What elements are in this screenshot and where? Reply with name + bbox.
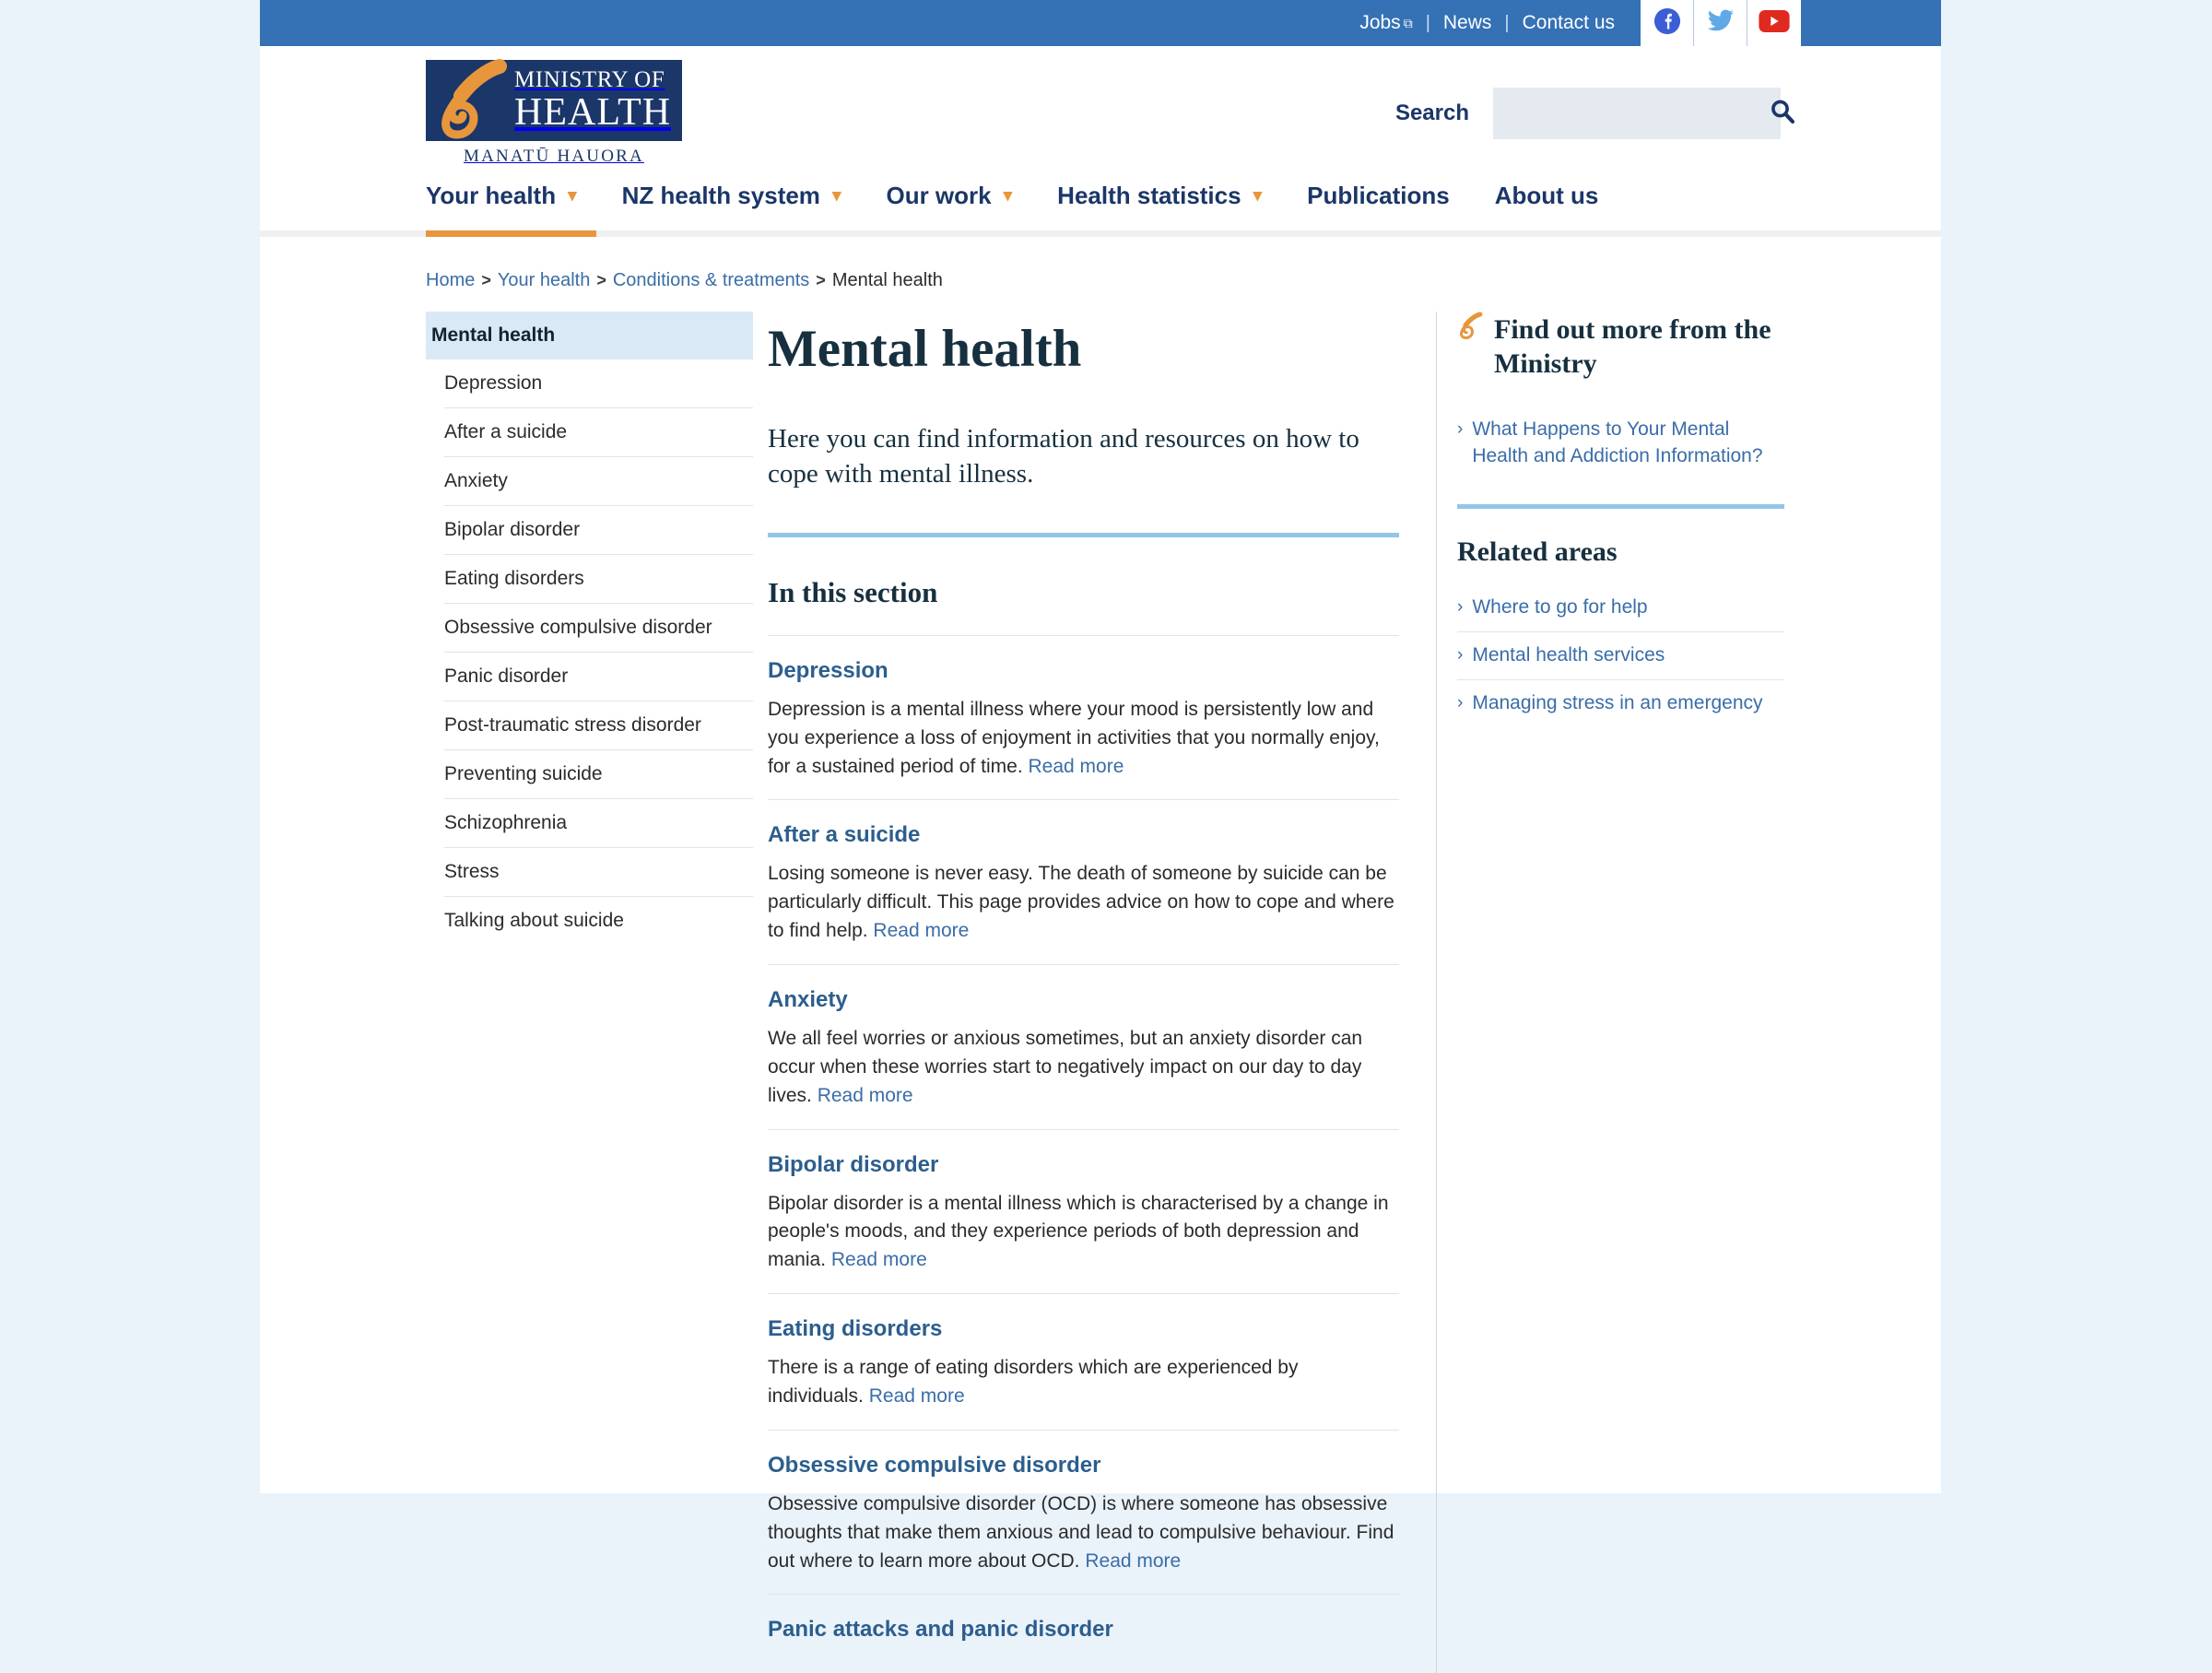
sidebar-item-schizophrenia[interactable]: Schizophrenia <box>444 799 753 848</box>
section-item-title[interactable]: Panic attacks and panic disorder <box>768 1617 1113 1643</box>
facebook-link[interactable] <box>1641 0 1694 46</box>
supporting-sidebar <box>1457 312 1784 727</box>
nav-label[interactable]: About us <box>1494 182 1599 209</box>
section-item-text: Obsessive compulsive disorder (OCD) is where someone has obsessive thoughts that make them anxious and lead to compulsive behaviour. Find out where to learn more about OCD. <box>768 1492 1394 1572</box>
breadcrumb-item-current: Mental health <box>831 270 943 290</box>
sidebar-item-obsessive-compulsive-disorder[interactable]: Obsessive compulsive disorder <box>444 604 753 653</box>
section-item-panic-attacks-and-panic-disorder <box>768 1594 1399 1673</box>
breadcrumb <box>426 270 1941 291</box>
read-more-link[interactable]: Read more <box>817 1084 913 1106</box>
section-item-body <box>768 860 1399 946</box>
in-this-section-heading: In this section <box>768 575 938 608</box>
logo-box <box>426 60 682 141</box>
sidebar-item-talking-about-suicide[interactable]: Talking about suicide <box>444 910 624 931</box>
related-link-mental-health-services[interactable]: Mental health services <box>1472 644 1665 666</box>
facebook-icon <box>1653 7 1681 40</box>
section-item-body <box>768 1190 1399 1276</box>
section-item-text: We all feel worries or anxious sometimes, but an anxiety disorder can occur when these worries start to negatively impact on our day to day lives. <box>768 1027 1363 1106</box>
chevron-down-icon: ▾ <box>1253 186 1263 206</box>
utility-link-news[interactable]: News <box>1442 12 1492 33</box>
main-nav-list <box>426 180 1941 230</box>
utility-bar-tail <box>1801 0 1941 46</box>
utility-links <box>1347 0 1641 46</box>
related-link-managing-stress-in-an-emergency[interactable]: Managing stress in an emergency <box>1472 692 1763 714</box>
utility-bar <box>260 0 1941 46</box>
page-intro: Here you can find information and resources on how to cope with mental illness. <box>768 423 1359 489</box>
read-more-link[interactable]: Read more <box>868 1384 965 1407</box>
section-item-obsessive-compulsive-disorder <box>768 1430 1399 1595</box>
section-item-title[interactable]: Bipolar disorder <box>768 1151 939 1177</box>
divider-rule <box>768 533 1399 537</box>
read-more-link[interactable]: Read more <box>1028 755 1124 777</box>
search-box <box>1493 88 1781 139</box>
section-item-after-a-suicide <box>768 799 1399 964</box>
utility-separator: | <box>1425 12 1430 33</box>
sidebar-item-post-traumatic-stress-disorder[interactable]: Post-traumatic stress disorder <box>444 701 753 750</box>
sidebar-item-panic-disorder[interactable]: Panic disorder <box>444 653 753 701</box>
sidebar-item-depression[interactable]: Depression <box>444 359 753 408</box>
search-input[interactable] <box>1493 88 1769 139</box>
read-more-link[interactable]: Read more <box>830 1249 927 1271</box>
divider-rule <box>1457 504 1784 509</box>
koru-icon <box>431 63 516 143</box>
find-out-more-heading <box>1457 312 1784 381</box>
section-item-body <box>768 1025 1399 1111</box>
section-nav-list <box>426 359 753 945</box>
utility-link-jobs-label: Jobs <box>1359 12 1401 33</box>
sidebar-item-preventing-suicide[interactable]: Preventing suicide <box>444 750 753 799</box>
utility-link-contact-us[interactable]: Contact us <box>1522 12 1615 33</box>
section-item-title[interactable]: After a suicide <box>768 822 921 848</box>
section-item-text: Bipolar disorder is a mental illness which is characterised by a change in people's moods, and they experience periods of both depression and mania. <box>768 1192 1389 1271</box>
find-out-more-heading-text: Find out more from the Ministry <box>1494 314 1771 379</box>
main-content <box>768 312 1437 1673</box>
site-logo[interactable] <box>426 60 682 167</box>
main-navigation <box>260 180 1941 237</box>
breadcrumb-separator: > <box>481 271 491 289</box>
chevron-down-icon: ▾ <box>568 186 577 206</box>
section-item-text: Depression is a mental illness where your mood is persistently low and you experience a loss of enjoyment in activities that you normally enjoy, for a sustained period of time. <box>768 698 1380 777</box>
chevron-down-icon: ▾ <box>1003 186 1013 206</box>
content-area <box>260 237 1941 1673</box>
search-label: Search <box>1394 100 1469 125</box>
nav-label: Your health <box>426 182 557 209</box>
chevron-right-icon: › <box>1457 645 1464 666</box>
chevron-right-icon: › <box>1457 597 1464 618</box>
related-areas-list <box>1457 584 1784 727</box>
breadcrumb-item-home[interactable]: Home <box>426 270 476 290</box>
logo-line-1: MINISTRY OF <box>514 67 665 92</box>
nav-label[interactable]: Publications <box>1307 182 1450 209</box>
logo-line-2: HEALTH <box>514 91 672 134</box>
section-item-depression <box>768 635 1399 800</box>
read-more-link[interactable]: Read more <box>1085 1549 1182 1572</box>
koru-icon <box>1457 312 1485 348</box>
utility-link-jobs[interactable] <box>1347 12 1425 34</box>
list-item[interactable] <box>1457 632 1784 680</box>
logo-maori-text: MANATŪ HAUORA <box>464 146 644 166</box>
breadcrumb-item-your-health[interactable]: Your health <box>497 270 591 290</box>
section-item-body <box>768 1490 1399 1576</box>
external-link-icon: ⧉ <box>1403 15 1413 30</box>
nav-item-health-statistics[interactable] <box>1057 180 1262 230</box>
chevron-down-icon: ▾ <box>831 186 841 206</box>
list-item[interactable] <box>1457 680 1784 727</box>
sidebar-item-eating-disorders[interactable]: Eating disorders <box>444 555 753 604</box>
breadcrumb-separator: > <box>816 271 826 289</box>
section-item-title[interactable]: Obsessive compulsive disorder <box>768 1452 1101 1478</box>
section-item-anxiety <box>768 964 1399 1129</box>
nav-item-nz-health-system[interactable] <box>622 180 841 230</box>
related-link-where-to-go-for-help[interactable]: Where to go for help <box>1472 596 1648 619</box>
sidebar-item-bipolar-disorder[interactable]: Bipolar disorder <box>444 506 753 555</box>
nav-label: Our work <box>886 182 992 209</box>
twitter-link[interactable] <box>1694 0 1747 46</box>
section-item-text: There is a range of eating disorders which are experienced by individuals. <box>768 1357 1299 1407</box>
twitter-icon <box>1707 9 1735 38</box>
read-more-link[interactable]: Read more <box>873 920 970 942</box>
chevron-right-icon: › <box>1457 693 1464 713</box>
active-nav-indicator <box>426 230 596 237</box>
nav-label: Health statistics <box>1057 182 1241 209</box>
nav-item-our-work[interactable] <box>886 180 1012 230</box>
search-icon <box>1769 98 1796 128</box>
list-item[interactable] <box>1457 406 1784 480</box>
ministry-links-list <box>1457 406 1784 480</box>
utility-separator: | <box>1504 12 1510 33</box>
section-item-bipolar-disorder <box>768 1129 1399 1294</box>
section-item-body <box>768 696 1399 782</box>
page-title: Mental health <box>768 320 1082 378</box>
breadcrumb-separator: > <box>596 271 606 289</box>
logo-wordmark <box>514 68 671 132</box>
search-area <box>1395 88 1781 139</box>
section-item-body <box>768 1354 1399 1411</box>
section-item-title[interactable]: Anxiety <box>768 986 848 1012</box>
social-links <box>1641 0 1801 46</box>
section-item-title[interactable]: Depression <box>768 657 888 683</box>
section-nav-heading: Mental health <box>426 312 753 359</box>
search-submit-button[interactable] <box>1769 88 1796 139</box>
ministry-link-mental-health-information[interactable]: What Happens to Your Mental Health and Addiction Information? <box>1472 418 1763 467</box>
nav-item-your-health[interactable] <box>426 180 577 230</box>
youtube-icon <box>1759 10 1790 37</box>
sidebar-item-anxiety[interactable]: Anxiety <box>444 457 753 506</box>
list-item[interactable] <box>1457 584 1784 632</box>
page-container <box>260 0 1941 1643</box>
breadcrumb-item-conditions-treatments[interactable]: Conditions & treatments <box>612 270 810 290</box>
section-item-text: Losing someone is never easy. The death of someone by suicide can be particularly difficult. This page provides advice on how to cope and where to find help. <box>768 863 1394 942</box>
sidebar-item-stress[interactable]: Stress <box>444 848 753 897</box>
nav-item-about-us[interactable] <box>1495 180 1599 230</box>
nav-item-publications[interactable] <box>1307 180 1450 230</box>
related-areas-heading: Related areas <box>1457 536 1618 568</box>
masthead <box>260 46 1941 180</box>
section-navigation <box>426 312 753 945</box>
nav-label: NZ health system <box>621 182 820 209</box>
sidebar-item-after-a-suicide[interactable]: After a suicide <box>444 408 753 457</box>
chevron-right-icon: › <box>1457 419 1464 440</box>
layout-columns <box>426 312 1941 1673</box>
youtube-link[interactable] <box>1747 0 1801 46</box>
section-item-eating-disorders <box>768 1293 1399 1430</box>
section-item-title[interactable]: Eating disorders <box>768 1316 943 1342</box>
